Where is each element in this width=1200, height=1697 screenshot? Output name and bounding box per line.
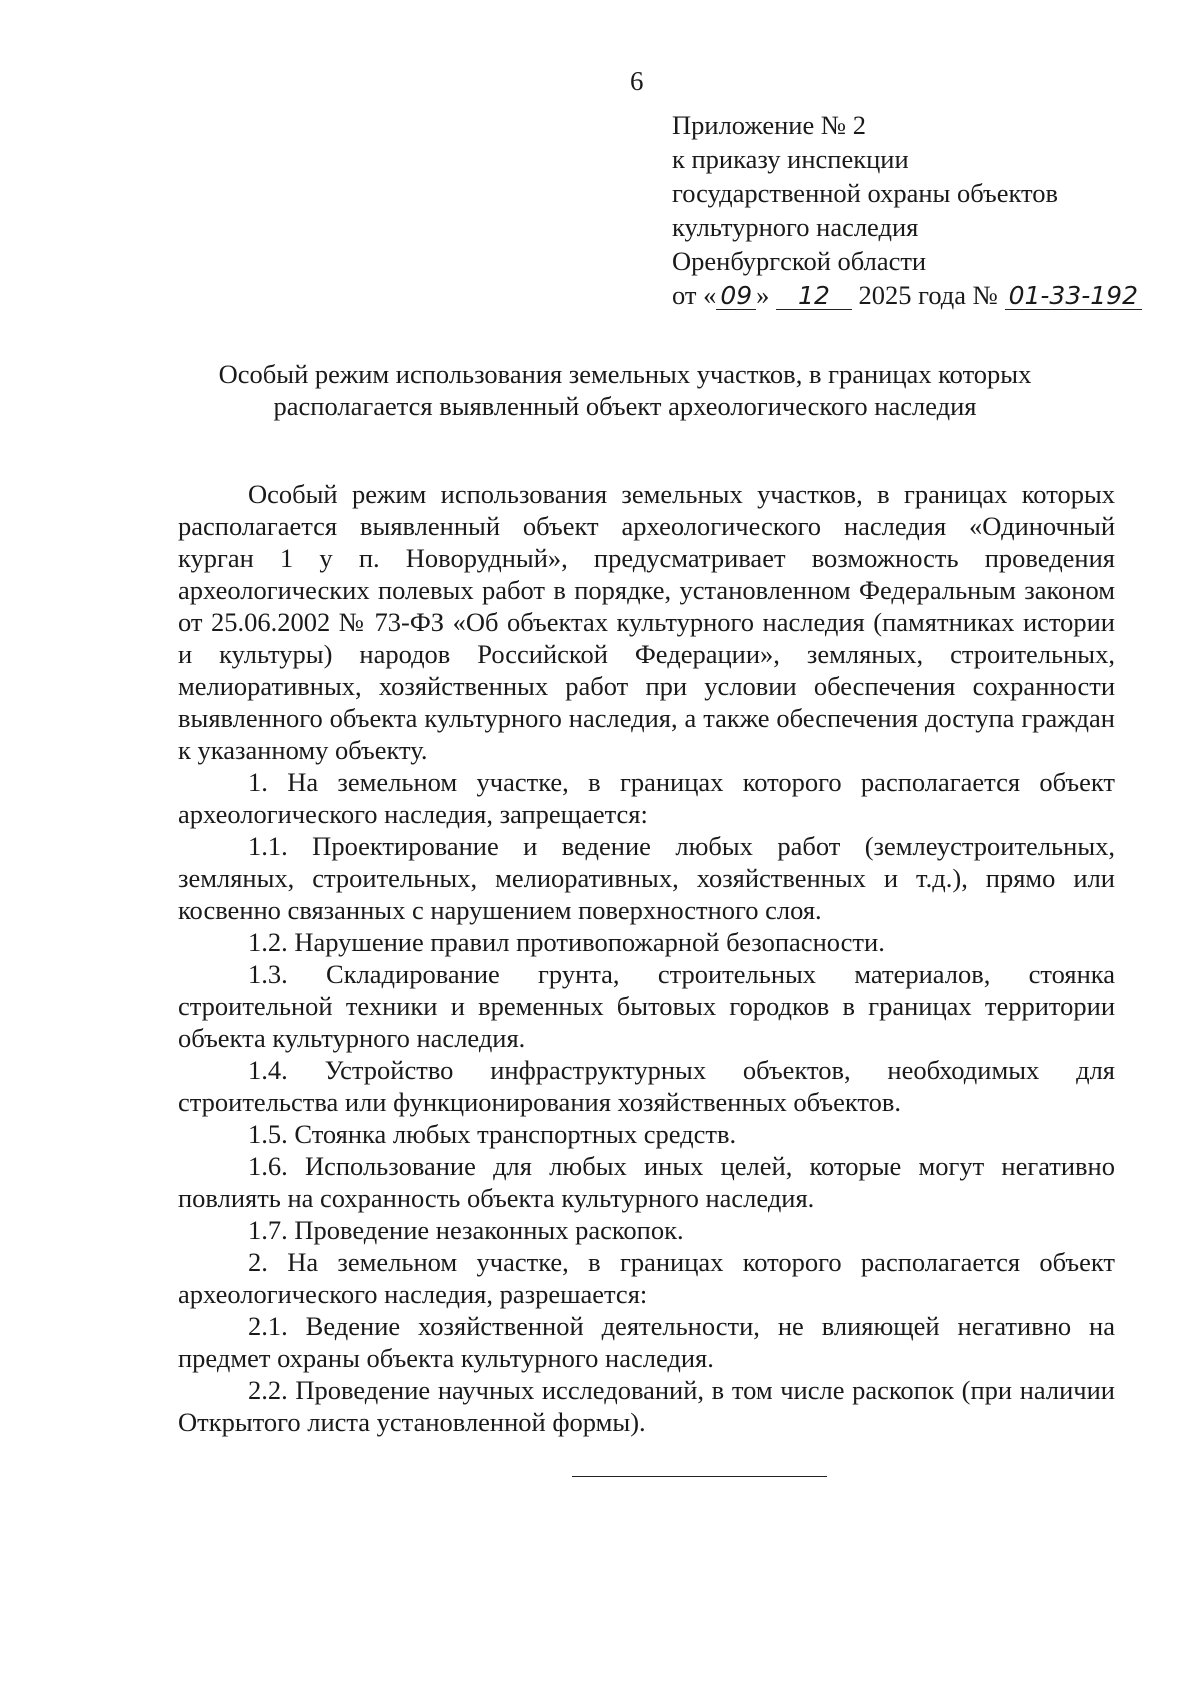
appendix-line: Оренбургской области — [672, 246, 927, 276]
appendix-line: Приложение № 2 — [672, 110, 867, 140]
appendix-line: к приказу инспекции — [672, 144, 909, 174]
appendix-line: государственной охраны объектов — [672, 178, 1059, 208]
paragraph: 2. На земельном участке, в границах которого располагается объект археологического наследия, разрешается: — [178, 1247, 1115, 1309]
paragraph: 1.2. Нарушение правил противопожарной безопасности. — [248, 927, 885, 957]
appendix-line: культурного наследия — [672, 212, 919, 242]
year-text: 2025 года № — [858, 280, 998, 310]
paragraph: 1.4. Устройство инфраструктурных объектов, необходимых для строительства или функционирования хозяйственных объектов. — [178, 1055, 1115, 1117]
date-mid: » — [756, 280, 770, 310]
paragraph: 1.3. Складирование грунта, строительных материалов, стоянка строительной техники и временных бытовых городков в границах территории объекта культурного наследия. — [178, 959, 1115, 1053]
paragraph: 1.6. Использование для любых иных целей, которые могут негативно повлиять на сохранность объекта культурного наследия. — [178, 1151, 1115, 1213]
date-prefix: от « — [672, 280, 717, 310]
page-number: 6 — [630, 66, 644, 96]
appendix-header — [672, 108, 1142, 312]
paragraph: 1. На земельном участке, в границах которого располагается объект археологического наследия, запрещается: — [178, 767, 1115, 829]
paragraph: 1.5. Стоянка любых транспортных средств. — [248, 1119, 737, 1149]
handwritten-month: 12 — [776, 283, 852, 310]
handwritten-day: 09 — [716, 283, 756, 310]
document-title — [150, 358, 1100, 422]
order-date-line — [672, 278, 1142, 312]
paragraph: 2.1. Ведение хозяйственной деятельности, не влияющей негативно на предмет охраны объекта культурного наследия. — [178, 1311, 1115, 1373]
title-line: располагается выявленный объект археологического наследия — [273, 391, 977, 421]
title-line: Особый режим использования земельных участков, в границах которых — [218, 359, 1032, 389]
paragraph: 1.7. Проведение незаконных раскопок. — [248, 1215, 684, 1245]
paragraph: 2.2. Проведение научных исследований, в том числе раскопок (при наличии Открытого листа установленной формы). — [178, 1375, 1115, 1437]
paragraph: Особый режим использования земельных участков, в границах которых располагается выявленный объект археологического наследия «Одиночный курган 1 у п. Новорудный», предусматривает возможность проведения археологических полевых работ в порядке, установленном Федеральным законом от 25.06.2002 № 73-ФЗ «Об объектах культурного наследия (памятниках истории и культуры) народов Российской Федерации», земляных, строительных, мелиоративных, хозяйственных работ при условии обеспечения сохранности выявленного объекта культурного наследия, а также обеспечения доступа граждан к указанному объекту. — [178, 479, 1115, 765]
paragraph: 1.1. Проектирование и ведение любых работ (землеустроительных, земляных, строительных, мелиоративных, хозяйственных и т.д.), прямо или косвенно связанных с нарушением поверхностного слоя. — [178, 831, 1115, 925]
end-divider — [572, 1476, 827, 1477]
document-body — [178, 478, 1115, 1438]
handwritten-order-number: 01-33-192 — [1005, 283, 1142, 310]
